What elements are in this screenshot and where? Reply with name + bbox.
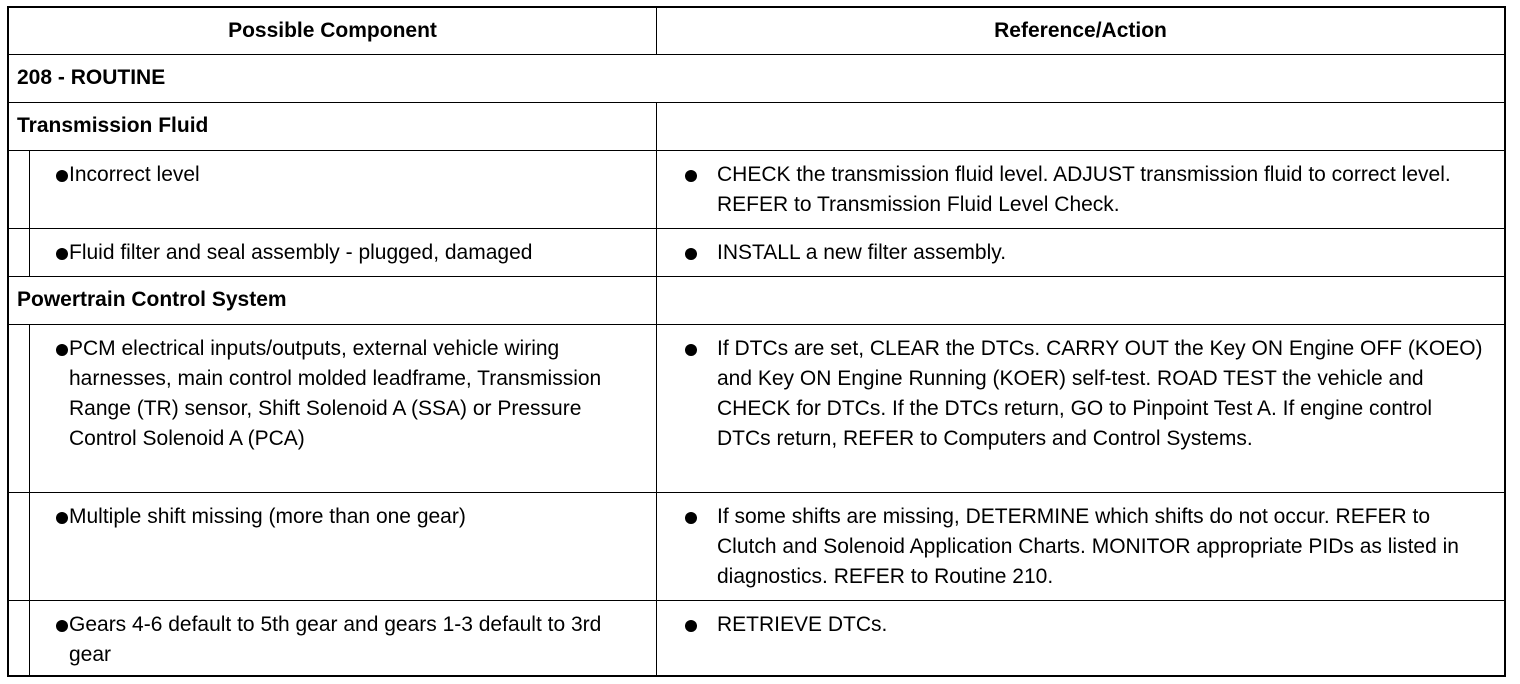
bullet-icon bbox=[685, 620, 697, 632]
table-row bbox=[9, 493, 1504, 601]
group-row-transmission-fluid bbox=[9, 103, 1504, 151]
component-cell bbox=[9, 493, 657, 600]
component-text: Gears 4-6 default to 5th gear and gears 1-3 default to 3rd gear bbox=[69, 613, 602, 666]
indent-line bbox=[29, 325, 30, 492]
component-cell bbox=[9, 601, 657, 675]
table-row bbox=[9, 601, 1504, 675]
action-text: INSTALL a new filter assembly. bbox=[717, 241, 1007, 264]
action-cell bbox=[657, 601, 1504, 675]
action-text: If some shifts are missing, DETERMINE which shifts do not occur. REFER to Clutch and Solenoid Application Charts. MONITOR appropriate PIDs as listed in diagnostics. REFER to Routine 210. bbox=[717, 505, 1459, 588]
bullet-icon bbox=[56, 248, 68, 260]
action-cell bbox=[657, 229, 1504, 276]
bullet-icon bbox=[56, 170, 68, 182]
action-text: If DTCs are set, CLEAR the DTCs. CARRY OUT the Key ON Engine OFF (KOEO) and Key ON Engine Running (KOER) self-test. ROAD TEST the vehicle and CHECK for DTCs. If the DTCs return, GO to Pinpoint Test A. If engine control DTCs return, REFER to Computers and Control Systems. bbox=[717, 337, 1483, 450]
table-header-row bbox=[9, 8, 1504, 55]
component-text: PCM electrical inputs/outputs, external vehicle wiring harnesses, main control molded leadframe, Transmission Range (TR) sensor, Shift Solenoid A (SSA) or Pressure Control Solenoid A (PCA) bbox=[69, 337, 602, 450]
table-row bbox=[9, 229, 1504, 277]
action-cell bbox=[657, 493, 1504, 600]
component-cell bbox=[9, 151, 657, 228]
table-row bbox=[9, 151, 1504, 229]
action-text: CHECK the transmission fluid level. ADJUST transmission fluid to correct level. REFER to Transmission Fluid Level Check. bbox=[717, 163, 1451, 216]
bullet-icon bbox=[685, 170, 697, 182]
bullet-icon bbox=[56, 620, 68, 632]
bullet-icon bbox=[56, 344, 68, 356]
diagnostic-table bbox=[7, 6, 1506, 677]
indent-line bbox=[29, 151, 30, 228]
group-action-empty bbox=[657, 277, 1504, 324]
header-reference-action: Reference/Action bbox=[994, 19, 1167, 42]
group-title: Powertrain Control System bbox=[9, 277, 657, 324]
bullet-icon bbox=[685, 344, 697, 356]
group-title: Transmission Fluid bbox=[9, 103, 657, 150]
bullet-icon bbox=[685, 512, 697, 524]
component-text: Incorrect level bbox=[69, 163, 200, 186]
component-text: Fluid filter and seal assembly - plugged, damaged bbox=[69, 241, 533, 264]
indent-line bbox=[29, 229, 30, 276]
bullet-icon bbox=[56, 512, 68, 524]
group-row-powertrain-control-system bbox=[9, 277, 1504, 325]
group-action-empty bbox=[657, 103, 1504, 150]
indent-line bbox=[29, 601, 30, 675]
routine-title: 208 - ROUTINE bbox=[17, 66, 166, 89]
component-cell bbox=[9, 325, 657, 492]
action-text: RETRIEVE DTCs. bbox=[717, 613, 888, 636]
component-cell bbox=[9, 229, 657, 276]
routine-title-row bbox=[9, 55, 1504, 103]
action-cell bbox=[657, 325, 1504, 492]
table-row bbox=[9, 325, 1504, 493]
action-cell bbox=[657, 151, 1504, 228]
indent-line bbox=[29, 493, 30, 600]
component-text: Multiple shift missing (more than one gear) bbox=[69, 505, 466, 528]
bullet-icon bbox=[685, 248, 697, 260]
header-possible-component: Possible Component bbox=[9, 8, 657, 54]
